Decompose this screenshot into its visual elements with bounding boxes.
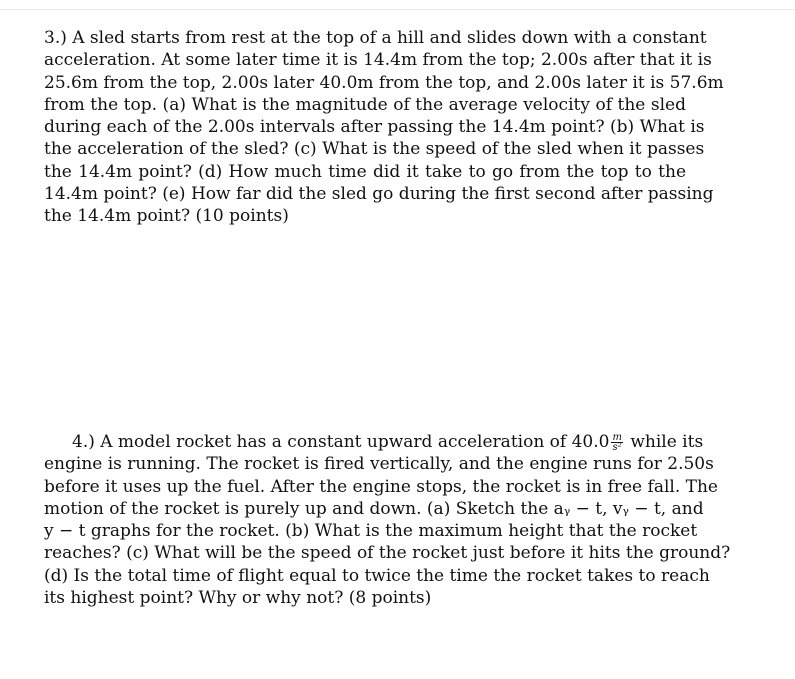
problem-4-line: engine is running. The rocket is fired vertically, and the engine runs for 2.50s: [44, 454, 714, 475]
problem-4-first-line-end: while its: [624, 432, 704, 452]
problem-3-line: from the top. (a) What is the magnitude of the average velocity of the sled: [44, 94, 686, 115]
problem-3-line: the 14.4m point? (10 points): [44, 206, 289, 227]
problem-3-line: 14.4m point? (e) How far did the sled go during the first second after passing: [44, 184, 714, 205]
problem-4-line: (d) Is the total time of flight equal to twice the time the rocket takes to reach: [44, 565, 710, 586]
problem-4-line: its highest point? Why or why not? (8 points): [44, 588, 432, 609]
problem-4-line: y − t graphs for the rocket. (b) What is the maximum height that the rocket: [44, 521, 698, 542]
problem-3-line: 25.6m from the top, 2.00s later 40.0m from the top, and 2.00s later it is 57.6m: [44, 72, 724, 93]
problem-3-text: [44, 27, 724, 228]
page-top-divider: [0, 9, 795, 10]
acceleration-unit-fraction: [611, 433, 622, 452]
problem-4-line: reaches? (c) What will be the speed of the rocket just before it hits the ground?: [44, 543, 731, 564]
problem-4-line: before it uses up the fuel. After the engine stops, the rocket is in free fall. The: [44, 476, 718, 497]
problem-4-first-line: [44, 431, 704, 453]
problem-4-first-line-start: 4.) A model rocket has a constant upward acceleration of 40.0: [72, 432, 610, 452]
unit-denominator: s²: [612, 442, 622, 453]
problem-3-line: the 14.4m point? (d) How much time did it take to go from the top to the: [44, 161, 686, 182]
problem-3-line: the acceleration of the sled? (c) What is the speed of the sled when it passes: [44, 139, 705, 160]
problem-3-line: acceleration. At some later time it is 14.4m from the top; 2.00s after that it is: [44, 50, 712, 71]
unit-numerator: m: [612, 432, 622, 443]
problem-4-line: motion of the rocket is purely up and down. (a) Sketch the aᵧ − t, vᵧ − t, and: [44, 498, 704, 519]
problem-3-line: 3.) A sled starts from rest at the top of a hill and slides down with a constant: [44, 28, 707, 48]
problem-4-text: [44, 431, 731, 609]
problem-3-line: during each of the 2.00s intervals after passing the 14.4m point? (b) What is: [44, 117, 705, 138]
